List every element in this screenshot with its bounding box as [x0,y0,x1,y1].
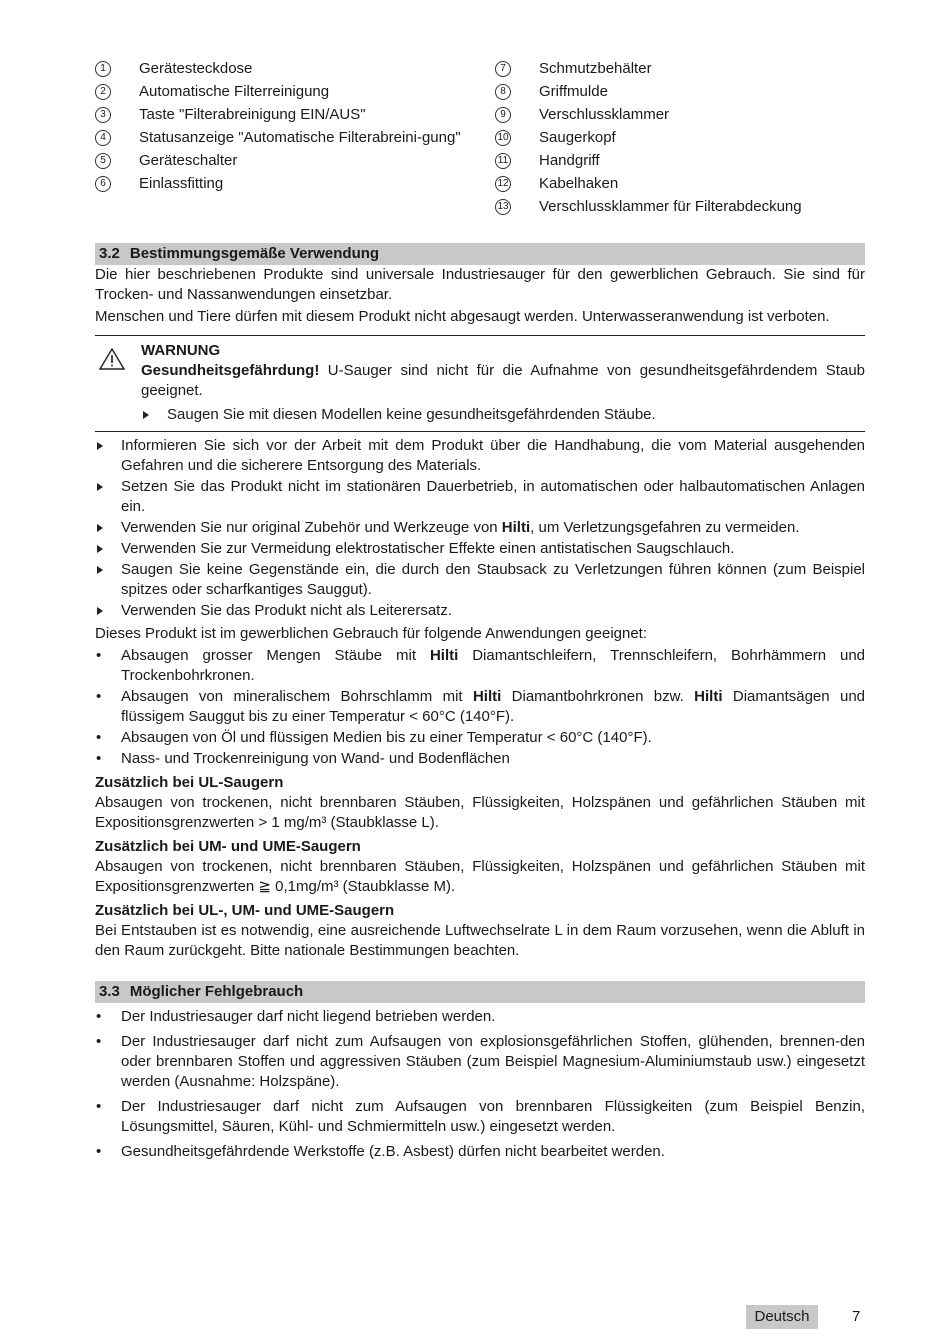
rule-text: Saugen Sie keine Gegenstände ein, die durch den Staubsack zu Verletzungen führen können (zum Beispiel spitzes oder scharfkantiges Sauggut). [121,561,865,598]
item-number: 10 [495,130,511,146]
list-item [95,477,865,517]
item-text: Diamantschleifern, Trennschleifern, Bohrhämmern und Trockenbohrkronen. [121,647,866,684]
item-number: 7 [495,61,511,77]
list-item [95,646,865,686]
legend-label: Kabelhaken [539,175,619,192]
list-item [95,728,865,748]
legend-item [495,105,875,125]
arrow-bullet-icon [97,442,103,450]
arrow-bullet-icon [97,566,103,574]
legend-item [495,82,875,102]
item-text: Diamantsägen und flüssigem Sauggut bis zu einer Temperatur < 60°C (140°F). [121,688,865,725]
item-number: 5 [95,153,111,169]
warning-body: U-Sauger sind nicht für die Aufnahme von gesundheitsgefährdendem Staub geeignet. [141,362,865,399]
item-number: 9 [495,107,511,123]
arrow-bullet-icon [97,545,103,553]
item-text: Gesundheitsgefährdende Werkstoffe (z.B. Asbest) dürfen nicht bearbeitet werden. [121,1143,665,1160]
warning-title: WARNUNG [141,342,221,359]
brand-name: Hilti [429,647,459,664]
bullet-dot-icon: • [96,1143,102,1160]
item-text: Der Industriesauger darf nicht liegend betrieben werden. [121,1008,496,1025]
legend-label: Verschlussklammer für Filterabdeckung [539,198,802,215]
subheading: Zusätzlich bei UL-Saugern [95,774,284,791]
section-title: Bestimmungsgemäße Verwendung [129,245,380,262]
list-item [95,539,865,559]
legend-label: Automatische Filterreinigung [139,83,330,100]
legend-item [95,59,455,79]
rule-text: Verwenden Sie zur Vermeidung elektrostatischer Effekte einen antistatischen Saugschlauch. [121,540,735,557]
legend-label: Taste "Filterabreinigung EIN/AUS" [139,106,366,123]
page-number: 7 [852,1308,861,1325]
legend-item [95,174,455,194]
legend-item [495,174,875,194]
parts-legend [95,59,865,224]
main-content [95,243,865,1167]
legend-item [95,105,455,125]
item-number: 11 [495,153,511,169]
section-number: 3.3 [99,983,120,1000]
brand-name: Hilti [501,519,531,536]
bullet-dot-icon: • [96,1008,102,1025]
rule-text: , um Verletzungsgefahren zu vermeiden. [530,519,800,536]
list-item [95,1032,865,1092]
item-text: Der Industriesauger darf nicht zum Aufsaugen von explosionsgefährlichen Stoffen, glühenden, brennen-den oder brennbaren Stoffen und aggressiven Stäuben (zum Beispiel Magnesium-Aluminiumstaub usw.) eingesetzt werden (Ausnahme: Holzspäne). [121,1033,865,1090]
language-tag: Deutsch [746,1305,818,1329]
list-item [95,436,865,476]
item-number: 13 [495,199,511,215]
item-number: 12 [495,176,511,192]
legend-item [495,59,875,79]
legend-label: Handgriff [539,152,600,169]
item-text: Der Industriesauger darf nicht zum Aufsaugen von brennbaren Flüssigkeiten (zum Beispiel Benzin, Lösungsmittel, Säuren, Kühl- und Schmiermitteln usw.) eingesetzt werden. [121,1098,865,1135]
misuse-list [95,1007,865,1162]
legend-item [495,128,875,148]
warning-bold: Gesundheitsgefährdung! [141,362,320,379]
subheading: Zusätzlich bei UL-, UM- und UME-Saugern [95,902,395,919]
rule-text: Verwenden Sie nur original Zubehör und Werkzeuge von [121,519,502,536]
item-number: 6 [95,176,111,192]
legend-item [495,197,875,217]
item-number: 4 [95,130,111,146]
legend-item [95,82,455,102]
warning-text [141,361,865,401]
list-item [95,687,865,727]
bullet-dot-icon: • [96,688,102,705]
item-number: 8 [495,84,511,100]
legend-label: Statusanzeige "Automatische Filterabreini-gung" [139,129,461,146]
list-item [95,1007,865,1027]
paragraph: Bei Entstauben ist es notwendig, eine ausreichende Luftwechselrate L in dem Raum vorzusehen, wenn die Abluft in den Raum zurückgeht. Bitte nationale Bestimmungen beachten. [95,922,865,959]
bullet-dot-icon: • [96,647,102,664]
paragraph: Absaugen von trockenen, nicht brennbaren Stäuben, Flüssigkeiten, Holzspänen und gefährlichen Stäuben mit Expositionsgrenzwerten ≧ 0,1mg/m³ (Staubklasse M). [95,858,865,895]
item-text: Absaugen grosser Mengen Stäube mit [121,647,430,664]
section-title: Möglicher Fehlgebrauch [129,983,304,1000]
legend-label: Saugerkopf [539,129,616,146]
safety-rules-list [95,436,865,621]
arrow-bullet-icon [97,483,103,491]
legend-item [95,128,469,148]
section-heading-3-3 [95,981,865,1003]
arrow-bullet-icon [143,411,149,419]
legend-label: Einlassfitting [139,175,224,192]
bullet-dot-icon: • [96,1098,102,1115]
paragraph: Dieses Produkt ist im gewerblichen Gebrauch für folgende Anwendungen geeignet: [95,625,648,642]
legend-item [495,151,875,171]
legend-label: Geräteschalter [139,152,238,169]
list-item [95,560,865,600]
section-heading-3-2 [95,243,865,265]
list-item [95,518,865,538]
item-number: 2 [95,84,111,100]
rule-text: Verwenden Sie das Produkt nicht als Leiterersatz. [121,602,453,619]
subheading: Zusätzlich bei UM- und UME-Saugern [95,838,361,855]
rule-text: Informieren Sie sich vor der Arbeit mit dem Produkt über die Handhabung, die vom Material ausgehenden Gefahren und die sicherere Entsorgung des Materials. [121,437,865,474]
legend-label: Griffmulde [539,83,608,100]
item-text: Nass- und Trockenreinigung von Wand- und Bodenflächen [121,750,510,767]
legend-column-left [95,59,461,197]
brand-name: Hilti [694,688,723,705]
bullet-dot-icon: • [96,729,102,746]
legend-column-right [495,59,875,220]
legend-label: Gerätesteckdose [139,60,253,77]
list-item [95,601,865,621]
arrow-bullet-icon [97,607,103,615]
paragraph: Absaugen von trockenen, nicht brennbaren Stäuben, Flüssigkeiten, Holzspänen und gefährlichen Stäuben mit Expositionsgrenzwerten > 1 mg/m³ (Staubklasse L). [95,794,865,831]
warning-instruction [141,405,865,425]
item-text: Absaugen von mineralischem Bohrschlamm mit [121,688,473,705]
instruction-text: Saugen Sie mit diesen Modellen keine gesundheitsgefährdenden Stäube. [167,406,656,423]
legend-label: Schmutzbehälter [539,60,652,77]
paragraph: Die hier beschriebenen Produkte sind universale Industriesauger für den gewerblichen Gebrauch. Sie sind für Trocken- und Nassanwendungen einsetzbar. [95,266,865,303]
bullet-dot-icon: • [96,750,102,767]
item-number: 3 [95,107,111,123]
list-item [95,749,865,769]
applications-list [95,646,865,769]
warning-box [95,335,865,432]
legend-item [95,151,455,171]
paragraph: Menschen und Tiere dürfen mit diesem Produkt nicht abgesaugt werden. Unterwasseranwendung ist verboten. [95,308,830,325]
list-item [95,1142,865,1162]
brand-name: Hilti [472,688,502,705]
bullet-dot-icon: • [96,1033,102,1050]
arrow-bullet-icon [97,524,103,532]
rule-text: Setzen Sie das Produkt nicht im stationären Dauerbetrieb, in automatischen oder halbautomatischen Anlagen ein. [121,478,865,515]
item-text: Absaugen von Öl und flüssigen Medien bis zu einer Temperatur < 60°C (140°F). [121,729,652,746]
section-number: 3.2 [99,245,120,262]
warning-triangle-icon [99,348,125,370]
item-number: 1 [95,61,111,77]
legend-label: Verschlussklammer [539,106,670,123]
item-text: Diamantbohrkronen bzw. [501,688,695,705]
list-item [95,1097,865,1137]
